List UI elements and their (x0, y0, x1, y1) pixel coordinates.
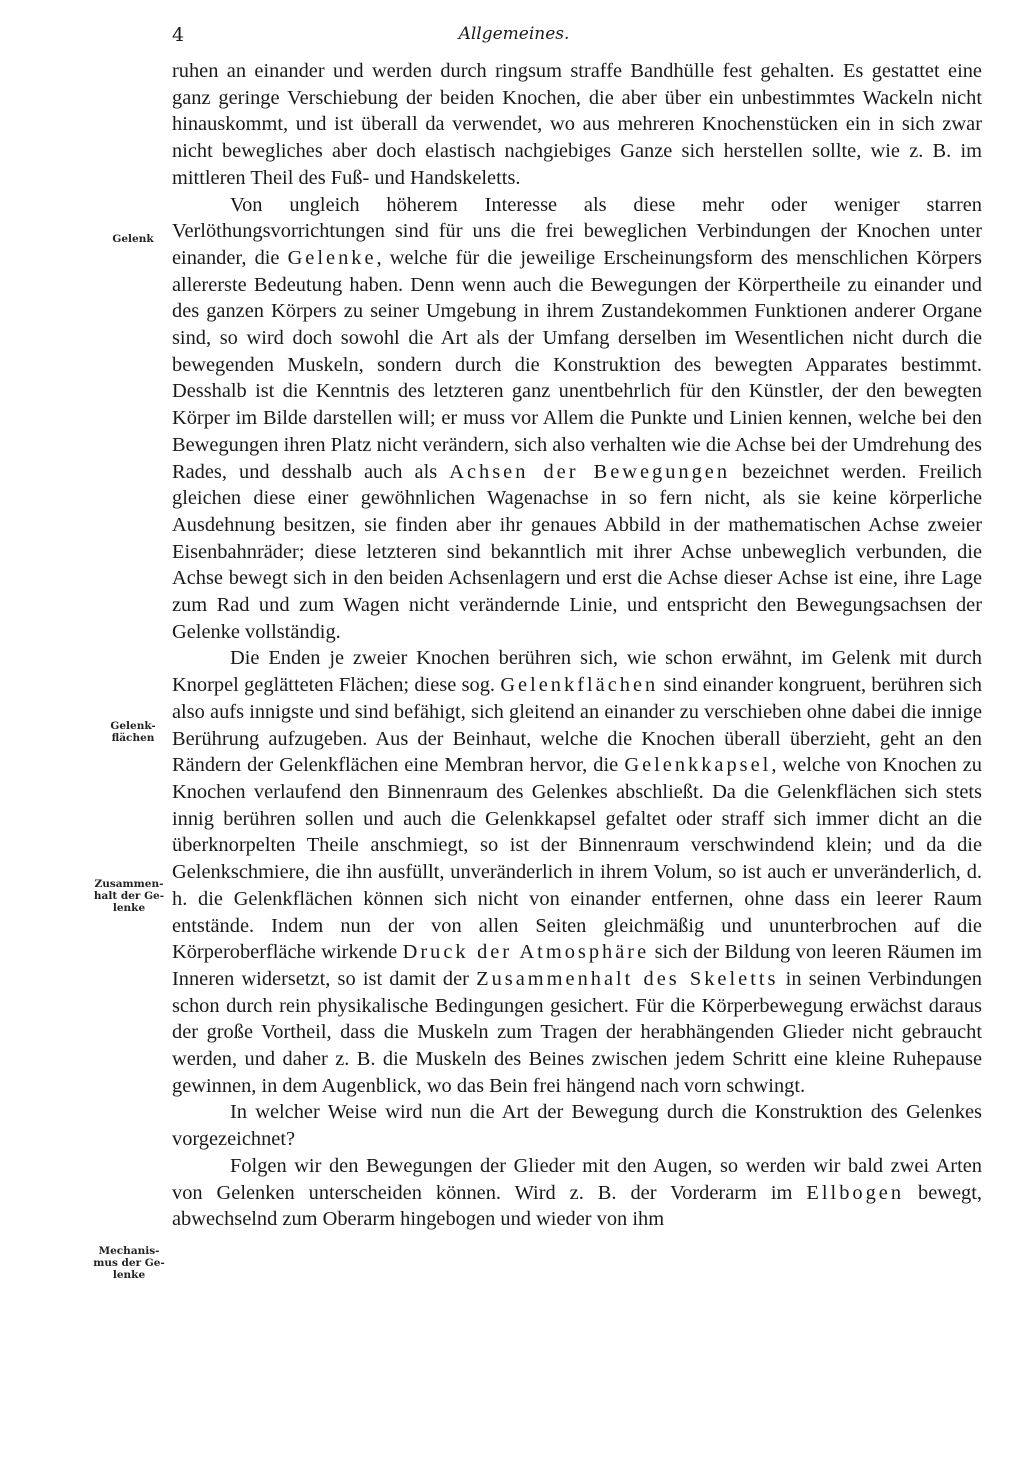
paragraph-2-part-b: , welche für die jeweilige Erscheinungsform des menschlichen Körpers allererste Bedeutung haben. Denn wenn auch die Bewegungen der Körpertheile zu einander und des ganzen Körpers zu seiner Umgebung in ihrem Zustandekommen Funktionen anderer Organe sind, so wird doch sowohl die Art als der Umfang derselben im Wesentlichen nicht durch die bewegenden Muskeln, sondern durch die Konstruktion des bewegten Apparates bestimmt. Desshalb ist die Kenntnis des letzteren ganz unentbehrlich für den Künstler, der den bewegten Körper im Bilde darstellen will; er muss vor Allem die Punkte und Linien kennen, welche bei den Bewegungen ihren Platz nicht verändern, sich also verhalten wie die Achse bei der Umdrehung des Rades, und desshalb auch als (172, 246, 982, 483)
paragraph-2-part-a: Von ungleich höherem Interesse als diese mehr oder weniger starren Verlöthungsvorrichtungen sind für uns die frei beweglichen Verbindungen der Knochen unter einander, die (172, 193, 982, 269)
term-druck-der-atmosphaere: Druck der Atmosphäre (402, 941, 650, 964)
paragraph-5-part-b: bewegt, abwechselnd zum Oberarm hingebogen und wieder von ihm (172, 1181, 982, 1231)
term-ellbogen: Ellbogen (806, 1181, 905, 1204)
paragraph-5 (172, 1153, 982, 1233)
term-zusammenhalt-des-skeletts: Zusammenhalt des Skeletts (476, 967, 779, 990)
paragraph-3-part-a: Die Enden je zweier Knochen berühren sich, wie schon erwähnt, im Gelenk mit durch Knorpel geglätteten Flächen; diese sog. (172, 647, 982, 697)
term-gelenkflaechen: Gelenkflächen (500, 674, 659, 697)
margin-note-zusammenhalt: Zusammen- halt der Ge- lenke (93, 878, 165, 914)
margin-note-gelenkflaechen: Gelenk- flächen (110, 720, 156, 744)
term-gelenke: Gelenke (287, 246, 377, 269)
margin-note-mechanismus: Mechanis- mus der Ge- lenke (93, 1245, 165, 1281)
paragraph-3-part-e: in seinen Verbindungen schon durch rein physikalische Bedingungen gesichert. Für die Körperbewegung erwächst daraus der große Vortheil, dass die Muskeln zum Tragen der herabhängenden Glieder nicht gebraucht werden, und daher z. B. die Muskeln des Beines zwischen jedem Schritt eine kleine Ruhepause gewinnen, in dem Augenblick, wo das Bein frei hängend nach vorn schwingt. (172, 967, 982, 1097)
paragraph-2-part-c: bezeichnet werden. Freilich gleichen diese einer gewöhnlichen Wagenachse in so fern nicht, als sie keine körperliche Ausdehnung besitzen, sie finden aber ihr genaues Abbild in der mathematischen Achse zweier Eisenbahnräder; diese letzteren sind bekanntlich mit ihrer Achse unbeweglich verbunden, die Achse bewegt sich in den beiden Achsenlagern und erst die Achse dieser Achse ist eine, ihre Lage zum Rad und zum Wagen nicht verändernde Linie, und entspricht den Bewegungsachsen der Gelenke vollständig. (172, 460, 982, 643)
paragraph-3 (172, 645, 982, 1099)
page-number: 4 (172, 24, 185, 46)
margin-note-gelenk: Gelenk (112, 233, 154, 245)
paragraph-4: In welcher Weise wird nun die Art der Bewegung durch die Konstruktion des Gelenkes vorgezeichnet? (172, 1101, 982, 1151)
paragraph-1: ruhen an einander und werden durch ringsum straffe Bandhülle fest gehalten. Es gestattet eine ganz geringe Verschiebung der beiden Knochen, die aber über ein unbestimmtes Wackeln nicht hinauskommt, und ist überall da verwendet, wo aus mehreren Knochenstücken ein in sich zwar nicht bewegliches aber doch elastisch nachgiebiges Ganze sich herstellen sollte, wie z. B. im mittleren Theil des Fuß- und Handskeletts. (172, 60, 982, 189)
term-gelenkkapsel: Gelenkkapsel (624, 754, 772, 777)
paragraph-5-part-a: Folgen wir den Bewegungen der Glieder mit den Augen, so werden wir bald zwei Arten von Gelenken unterscheiden können. Wird z. B. der Vorderarm im (172, 1154, 982, 1204)
body-text (172, 58, 982, 1233)
running-title: Allgemeines. (458, 24, 570, 44)
paragraph-3-part-b: sind einander kongruent, berühren sich also aufs innigste und sind befähigt, sich gleitend an einander zu verschieben ohne dabei die innige Berührung aufzugeben. Aus der Beinhaut, welche die Knochen überall überzieht, geht an den Rändern der Gelenkflächen eine Membran hervor, die (172, 674, 982, 777)
paragraph-3-part-d: sich der Bildung von leeren Räumen im Inneren widersetzt, so ist damit der (172, 941, 982, 990)
term-achsen-der-bewegungen: Achsen der Bewegungen (449, 460, 731, 483)
paragraph-3-part-c: , welche von Knochen zu Knochen verlaufend den Binnenraum des Gelenkes abschließt. Da die Gelenkflächen sich stets innig berühren sollen und auch die Gelenkkapsel gefaltet oder straff sich immer dicht an die überknorpelten Theile anschmiegt, so ist der Binnenraum verschwindend klein; und da die Gelenkschmiere, die ihn ausfüllt, unveränderlich in ihrem Volum, so ist auch er unveränderlich, d. h. die Gelenkflächen können sich nicht von einander entfernen, ohne dass ein leerer Raum entstände. Indem nun der von allen Seiten gleichmäßig und ununterbrochen auf die Körperoberfläche wirkende (172, 754, 982, 964)
paragraph-2 (172, 192, 982, 646)
